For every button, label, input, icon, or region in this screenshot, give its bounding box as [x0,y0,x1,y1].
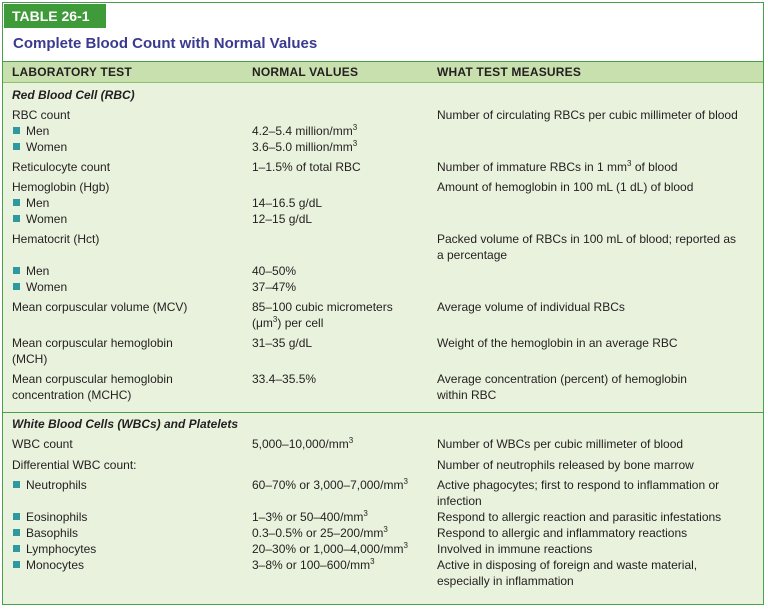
test-name: Reticulocyte count [12,160,111,174]
test-measures: Amount of hemoglobin in 100 mL (1 dL) of blood [437,180,694,194]
bullet-icon [13,283,20,290]
test-name: Men [26,264,50,278]
superscript: 3 [627,159,632,168]
section-title-rbc: Red Blood Cell (RBC) [12,88,135,102]
section-divider [3,412,763,413]
test-name: Women [26,140,68,154]
test-name: Differential WBC count: [12,458,137,472]
normal-value: 3–8% or 100–600/mm [252,558,371,572]
test-measures: Involved in immune reactions [437,542,593,556]
normal-value: 14–16.5 g/dL [252,196,323,210]
test-measures: Packed volume of RBCs in 100 mL of blood; reported as a percentage [437,232,737,262]
section-title-wbc: White Blood Cells (WBCs) and Platelets [12,417,239,431]
normal-value: 33.4–35.5% [252,372,317,386]
normal-value: 40–50% [252,264,297,278]
bullet-icon [13,481,20,488]
normal-value: 3.6–5.0 million/mm [252,140,353,154]
test-name: Monocytes [26,558,85,572]
test-name: Hemoglobin (Hgb) [12,180,110,194]
table-number-tag: TABLE 26-1 [4,4,106,28]
test-name: Mean corpuscular hemoglobin (MCH) [12,336,173,366]
test-name: Lymphocytes [26,542,97,556]
superscript: 3 [403,541,408,550]
test-measures: Number of immature RBCs in 1 mm [437,160,628,174]
superscript: 3 [383,525,388,534]
normal-value: 60–70% or 3,000–7,000/mm [252,478,404,492]
test-measures: Average volume of individual RBCs [437,300,625,314]
bullet-icon [13,215,20,222]
table-frame [2,2,764,605]
bullet-icon [13,267,20,274]
normal-value: 1–1.5% of total RBC [252,160,361,174]
normal-value: 0.3–0.5% or 25–200/mm [252,526,384,540]
test-name: Hematocrit (Hct) [12,232,100,246]
test-name: WBC count [12,437,73,451]
test-name: Mean corpuscular volume (MCV) [12,300,188,314]
header-laboratory-test: LABORATORY TEST [12,65,132,79]
superscript: 3 [352,123,358,132]
bullet-icon [13,199,20,206]
normal-value: 37–47% [252,280,297,294]
normal-value: 4.2–5.4 million/mm [252,124,353,138]
bullet-icon [13,529,20,536]
bullet-icon [13,513,20,520]
superscript: 3 [370,557,375,566]
test-measures: Average concentration (percent) of hemoglobin within RBC [437,372,687,402]
header-normal-values: NORMAL VALUES [252,65,359,79]
test-measures: Active phagocytes; first to respond to inflammation or infection [437,478,720,508]
test-name: Men [26,124,50,138]
superscript: 3 [363,509,368,518]
normal-value: 85–100 cubic micrometers (μm [252,300,393,330]
test-measures: Respond to allergic reaction and parasitic infestations [437,510,722,524]
test-name: Neutrophils [26,478,87,492]
normal-value-tail: ) per cell [277,316,324,330]
table-header-row [3,61,763,83]
bullet-icon [13,127,20,134]
test-name: Eosinophils [26,510,88,524]
normal-value: 31–35 g/dL [252,336,313,350]
superscript: 3 [403,477,408,486]
test-name: RBC count [12,108,71,122]
bullet-icon [13,143,20,150]
test-name: Mean corpuscular hemoglobin concentration (MCHC) [12,372,173,402]
normal-value: 5,000–10,000/mm [252,437,349,451]
test-measures-tail: of blood [631,160,678,174]
superscript: 3 [272,315,278,324]
test-measures: Respond to allergic and inflammatory reactions [437,526,688,540]
header-what-test-measures: WHAT TEST MEASURES [437,65,582,79]
test-measures: Active in disposing of foreign and waste material, especially in inflammation [437,558,698,588]
bullet-icon [13,561,20,568]
normal-value: 1–3% or 50–400/mm [252,510,364,524]
normal-value: 12–15 g/dL [252,212,313,226]
test-measures: Number of WBCs per cubic millimeter of blood [437,437,684,451]
normal-value: 20–30% or 1,000–4,000/mm [252,542,404,556]
table-title-area [3,3,763,61]
test-name: Basophils [26,526,79,540]
test-measures: Weight of the hemoglobin in an average RBC [437,336,678,350]
test-name: Men [26,196,50,210]
table-title: Complete Blood Count with Normal Values [13,35,318,52]
test-name: Women [26,280,68,294]
test-name: Women [26,212,68,226]
test-measures: Number of neutrophils released by bone marrow [437,458,694,472]
bullet-icon [13,545,20,552]
test-measures: Number of circulating RBCs per cubic millimeter of blood [437,108,738,122]
superscript: 3 [352,139,358,148]
superscript: 3 [348,436,354,445]
